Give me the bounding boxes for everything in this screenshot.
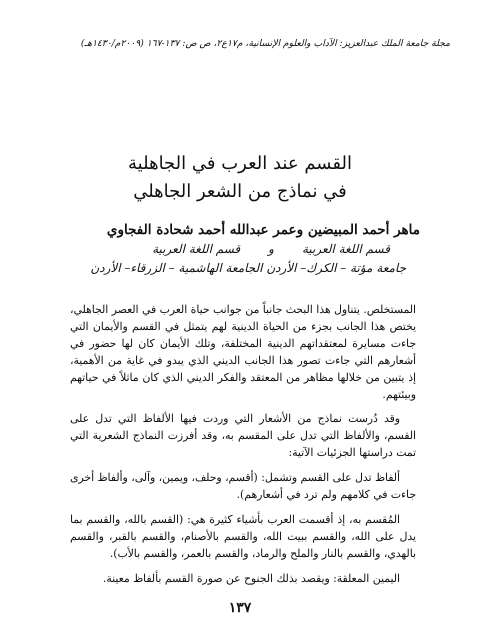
author-universities xyxy=(50,259,420,278)
title-line-1: القسم عند العرب في الجاهلية xyxy=(128,153,352,174)
department-left: قسم اللغة العربية xyxy=(152,242,241,256)
department-separator: و xyxy=(268,242,274,256)
department-right: قسم اللغة العربية xyxy=(301,242,390,256)
title-line-2: في نماذج من الشعر الجاهلي xyxy=(133,181,347,202)
abstract-paragraph-5: اليمين المعلقة: ويقصد بذلك الجنوح عن صورة القسم بألفاظ معينة. xyxy=(102,571,400,585)
abstract-paragraph-3: ألفاظ تدل على القسم وتشمل: (أقسم، وحلف، ويمين، وآلى، وألفاظ أخرى جاءت في كلامهم ولم ترد في أشعارهم). xyxy=(70,471,416,502)
author-departments xyxy=(50,240,420,259)
abstract-paragraph-4: المُقسم به، إذ أقسمت العرب بأشياء كثيرة هي: (القسم بالله، والقسم بما يدل على الله، والقسم ببيت الله، والقسم بالأصنام، والقسم بالقبر، والقسم بالهدي، والقسم بالنار والملح والرماد، والقسم بالعمر، والقسم بالأب). xyxy=(70,512,416,560)
university-right: جامعة مؤتة – الكرك– الأردن xyxy=(266,261,406,275)
abstract-paragraph-1: المستخلص. يتناول هذا البحث جانباً من جوانب حياة العرب في العصر الجاهلي، يختص هذا الجانب بجزء من الحياة الدينية لهم يتمثل في القسم والأيمان التي جاءت مسايرة لمعتقداتهم الدينية المختلفة، وتلك الأيمان كان لها حضور في أشعارهم التي جاءت تصور هذا الجانب الديني الذي يبدو في غاية من الأهمية، إذ يتبين من خلالها مظاهر من المعتقد والفكر الديني الذي كان ماثلاً في حياتهم وبيئتهم. xyxy=(70,303,416,401)
abstract-paragraph-2: وقد دُرست نماذج من الأشعار التي وردت فيها الألفاظ التي تدل على القسم، والألفاظ التي تدل على المقسم به، وقد أفرزت النماذج الشعرية التي تمت دراستها الجزئيات الآتية: xyxy=(70,412,416,460)
page-number: ١٣٧ xyxy=(228,600,252,616)
author-names: ماهر أحمد المبيضين وعمر عبدالله أحمد شحادة الفجاوي xyxy=(106,222,420,238)
running-header: مجلة جامعة الملك عبدالعزيز: الآداب والعلوم الإنسانية، م١٧ع٢، ص ص: ١٣٧-١٦٧ (٢٠٠٩م/١٤٣٠هـ) xyxy=(80,38,450,49)
abstract-body xyxy=(70,302,416,596)
university-left: الجامعة الهاشمية – الزرقاء– الأردن xyxy=(90,261,263,275)
article-title xyxy=(40,150,440,206)
authors-block xyxy=(50,220,420,278)
